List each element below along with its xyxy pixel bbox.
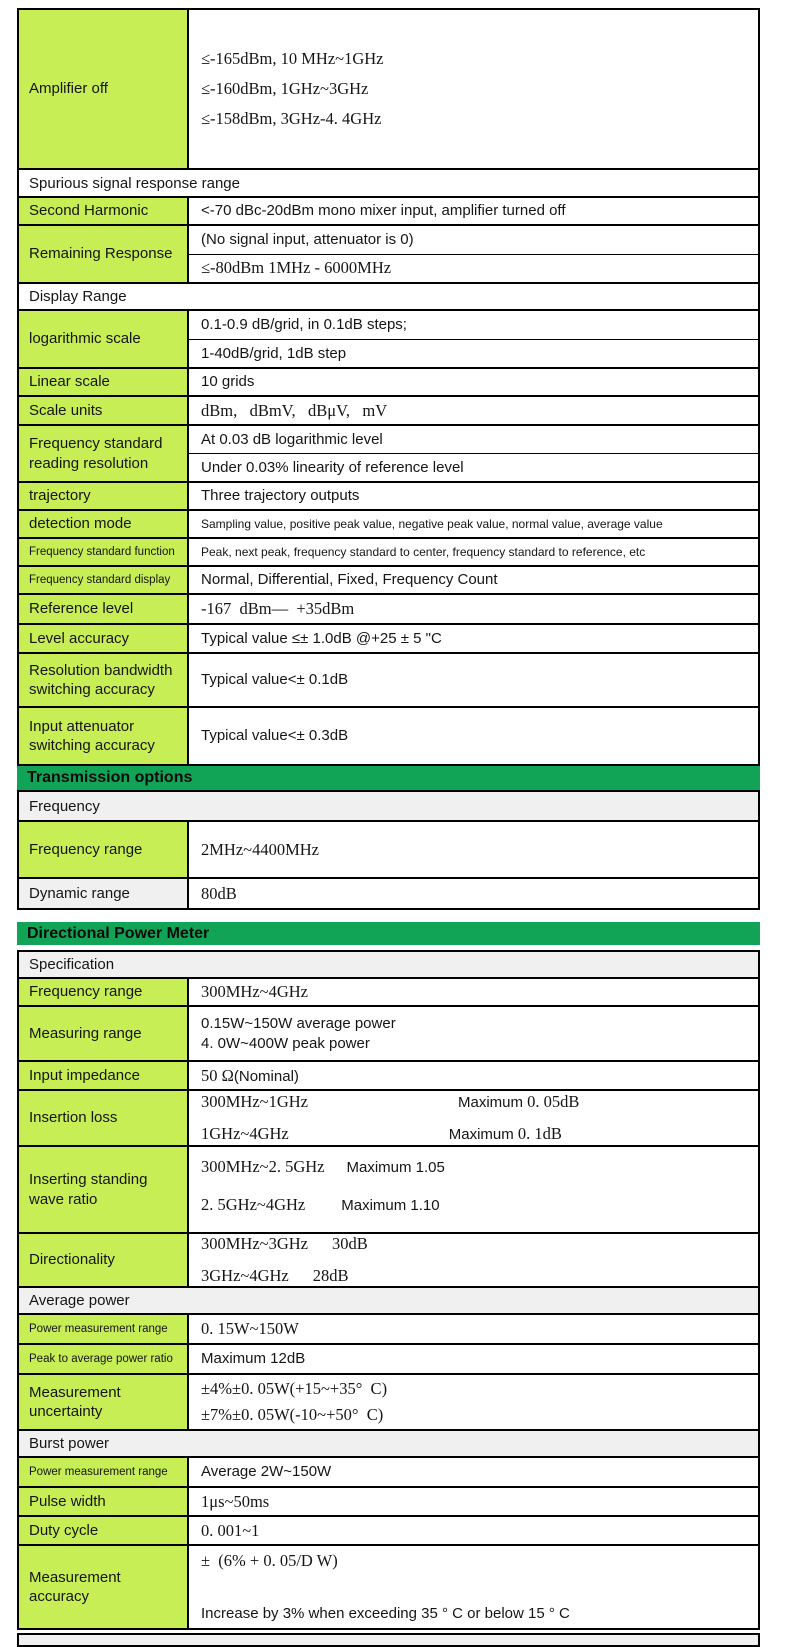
- spec-row: [19, 1546, 758, 1628]
- row-value: [189, 226, 758, 282]
- value-text: 80dB: [201, 883, 237, 903]
- row-subvalue: [189, 255, 758, 283]
- value-text: 300MHz~2. 5GHz: [201, 1157, 325, 1176]
- value-line: [201, 1350, 758, 1368]
- row-value: [189, 483, 758, 509]
- row-value: [189, 595, 758, 623]
- spec-row: [19, 539, 758, 567]
- row-label-text: Pulse width: [29, 1492, 106, 1510]
- row-value: [189, 539, 758, 565]
- value-text: 300MHz~1GHz: [201, 1092, 308, 1111]
- value-line: [201, 1551, 758, 1571]
- row-value: [189, 426, 758, 481]
- value-text: 1GHz~4GHz: [201, 1124, 289, 1143]
- row-label: [19, 1458, 189, 1486]
- value-text: Maximum: [448, 1126, 518, 1143]
- row-label: [19, 397, 189, 424]
- value-line: [201, 1015, 758, 1033]
- spec-row: [19, 397, 758, 426]
- spec-row: [19, 1458, 758, 1488]
- row-value: [189, 397, 758, 424]
- row-label: [19, 1375, 189, 1429]
- section-title: Directional Power Meter: [27, 924, 210, 942]
- spec-row: [19, 226, 758, 284]
- value-text: Peak, next peak, frequency standard to center, frequency standard to reference, etc: [201, 545, 646, 559]
- spec-row: [19, 1375, 758, 1431]
- value-line: [201, 671, 758, 689]
- row-label-text: Scale units: [29, 401, 103, 419]
- value-line: [201, 571, 758, 589]
- row-label: [19, 595, 189, 623]
- row-label-text: Measurement uncertainty: [29, 1383, 121, 1420]
- row-value: [189, 708, 758, 764]
- row-label-text: Frequency standard display: [29, 573, 171, 586]
- value-line: [201, 1266, 758, 1286]
- row-label-text: Remaining Response: [29, 245, 173, 263]
- value-line: [201, 1379, 758, 1399]
- subheader-text: Burst power: [29, 1435, 110, 1452]
- row-value: [189, 369, 758, 395]
- row-label: [19, 226, 189, 282]
- value-line: [201, 1124, 758, 1144]
- value-line: [201, 1234, 758, 1254]
- row-label: [19, 1062, 189, 1089]
- value-text: dBm, dBmV, dBμV, mV: [201, 400, 388, 420]
- spec-row: [19, 1091, 758, 1147]
- row-label-text: Amplifier off: [29, 80, 108, 98]
- value-line: [201, 1157, 758, 1177]
- row-value: [189, 654, 758, 706]
- value-text: 1μs~50ms: [201, 1491, 270, 1511]
- row-label-text: Frequency range: [29, 840, 143, 858]
- spec-row: [19, 1062, 758, 1091]
- section-header: [17, 922, 760, 945]
- spec-row: [19, 1488, 758, 1517]
- value-text: 0. 05dB: [527, 1092, 580, 1111]
- row-value: [189, 1147, 758, 1232]
- value-line: [201, 1066, 758, 1086]
- row-value: [189, 1546, 758, 1628]
- row-label-text: Measuring range: [29, 1024, 142, 1042]
- value-line: [201, 884, 758, 904]
- value-text: Sampling value, positive peak value, negative peak value, normal value, average value: [201, 517, 663, 531]
- spec-row: [19, 708, 758, 764]
- row-subvalue: [189, 226, 758, 255]
- row-value: [189, 1007, 758, 1060]
- value-text: At 0.03 dB logarithmic level: [201, 431, 383, 448]
- value-text: 0.1-0.9 dB/grid, in 0.1dB steps;: [201, 316, 407, 334]
- row-label-text: Duty cycle: [29, 1521, 99, 1539]
- value-line: [201, 1605, 758, 1623]
- row-label: [19, 879, 189, 908]
- value-text: -167 dBm— +35dBm: [201, 599, 355, 618]
- value-text: ≤-165dBm, 10 MHz~1GHz: [201, 49, 384, 68]
- subheader-text: Spurious signal response range: [29, 174, 240, 192]
- spec-sheet-page: [17, 8, 760, 1647]
- subheader-row: [19, 1635, 758, 1645]
- row-value: [189, 1234, 758, 1286]
- row-subvalue: [189, 311, 758, 340]
- row-label: [19, 625, 189, 652]
- row-label-text: Directionality: [29, 1251, 115, 1269]
- value-text: ≤-160dBm, 1GHz~3GHz: [201, 79, 369, 98]
- value-text: 50 Ω: [201, 1065, 234, 1085]
- subheader-row: [19, 284, 758, 311]
- value-text: 300MHz~4GHz: [201, 982, 308, 1001]
- value-text: Under 0.03% linearity of reference level: [201, 459, 464, 476]
- spec-row: [19, 979, 758, 1007]
- row-label: [19, 1147, 189, 1232]
- row-label: [19, 426, 189, 481]
- value-line: [201, 401, 758, 421]
- row-value: [189, 567, 758, 593]
- row-label: [19, 1488, 189, 1515]
- row-subvalue: [189, 454, 758, 481]
- value-line: [201, 727, 758, 745]
- value-line: [201, 1492, 758, 1512]
- value-text: <-70 dBc-20dBm mono mixer input, amplifier turned off: [201, 202, 566, 219]
- subheader-text: Average power: [29, 1292, 130, 1309]
- subheader-row: [19, 792, 758, 822]
- row-value: [189, 1091, 758, 1145]
- value-line: [201, 49, 758, 69]
- row-label-text: Power measurement range: [29, 1465, 168, 1478]
- value-text: 2MHz~4400MHz: [201, 839, 319, 859]
- value-line: [201, 1092, 758, 1112]
- spec-row: [19, 1234, 758, 1288]
- row-label-text: Input impedance: [29, 1066, 140, 1084]
- value-text: 0. 1dB: [517, 1124, 562, 1143]
- row-value: [189, 198, 758, 224]
- row-label: [19, 483, 189, 509]
- spec-row: [19, 369, 758, 397]
- spec-row: [19, 822, 758, 879]
- value-text: 1-40dB/grid, 1dB step: [201, 344, 347, 362]
- spacer: [17, 910, 760, 922]
- row-label: [19, 822, 189, 877]
- row-label: [19, 1345, 189, 1373]
- section-header: [17, 766, 760, 790]
- row-value: [189, 1345, 758, 1373]
- spec-row: [19, 311, 758, 369]
- row-label: [19, 1234, 189, 1286]
- row-label: [19, 1315, 189, 1343]
- value-line: [201, 1319, 758, 1339]
- value-text: 0. 001~1: [201, 1520, 260, 1540]
- row-label-text: Second Harmonic: [29, 202, 149, 220]
- row-value: [189, 10, 758, 168]
- spec-row: [19, 426, 758, 483]
- row-label-text: Frequency standard reading resolution: [29, 435, 163, 472]
- value-text: ≤-158dBm, 3GHz-4. 4GHz: [201, 109, 382, 128]
- value-line: [201, 982, 758, 1002]
- value-text: ≤-80dBm 1MHz - 6000MHz: [201, 258, 392, 278]
- value-text: ±4%±0. 05W(+15~+35° C): [201, 1379, 388, 1398]
- value-line: [201, 373, 758, 391]
- value-line: [201, 1035, 758, 1053]
- row-label-text: Inserting standing wave ratio: [29, 1171, 148, 1208]
- section-title: Transmission options: [27, 769, 193, 786]
- row-label: [19, 198, 189, 224]
- row-value: [189, 311, 758, 367]
- row-label-text: Frequency range: [29, 983, 143, 1001]
- row-value: [189, 822, 758, 877]
- value-line: [201, 109, 758, 129]
- row-subvalue: [189, 426, 758, 454]
- row-value: [189, 511, 758, 537]
- value-line: [201, 630, 758, 648]
- value-text: Normal, Differential, Fixed, Frequency Count: [201, 571, 498, 588]
- value-line: [201, 543, 758, 561]
- value-text: Typical value ≤± 1.0dB @+25 ± 5 "C: [201, 629, 442, 647]
- spec-row: [19, 483, 758, 511]
- value-text: Maximum: [458, 1094, 528, 1111]
- value-text: Maximum 1.10: [341, 1197, 440, 1214]
- value-text: (No signal input, attenuator is 0): [201, 231, 414, 249]
- subheader-row: [19, 1431, 758, 1458]
- row-label: [19, 708, 189, 764]
- spec-row: [19, 879, 758, 908]
- row-label: [19, 1007, 189, 1060]
- value-text: ±7%±0. 05W(-10~+50° C): [201, 1405, 384, 1424]
- value-text: 0. 15W~150W: [201, 1319, 299, 1338]
- row-label-text: Linear scale: [29, 373, 110, 391]
- value-line: [201, 202, 758, 220]
- spec-row: [19, 654, 758, 708]
- value-text: Maximum 12dB: [201, 1350, 306, 1367]
- directional-power-meter-specs: [17, 950, 760, 1630]
- subheader-row: [19, 170, 758, 198]
- spec-row: [19, 1147, 758, 1234]
- spec-row: [19, 567, 758, 595]
- row-label: [19, 369, 189, 395]
- value-text: 10 grids: [201, 373, 255, 390]
- row-label-text: logarithmic scale: [29, 330, 141, 348]
- row-value: [189, 979, 758, 1005]
- spec-row: [19, 1517, 758, 1546]
- value-text: Three trajectory outputs: [201, 487, 360, 504]
- value-text: 0.15W~150W average power: [201, 1014, 396, 1032]
- row-label-text: Measurement accuracy: [29, 1568, 121, 1605]
- row-label: [19, 1091, 189, 1145]
- spec-row: [19, 511, 758, 539]
- value-text: ± (6% + 0. 05/D W): [201, 1551, 338, 1570]
- value-text: 2. 5GHz~4GHz: [201, 1195, 306, 1214]
- row-label-text: Insertion loss: [29, 1109, 118, 1127]
- row-label: [19, 311, 189, 367]
- subheader-row: [19, 952, 758, 979]
- value-line: [201, 1521, 758, 1541]
- row-label: [19, 979, 189, 1005]
- row-value: [189, 879, 758, 908]
- row-label-text: trajectory: [29, 487, 91, 505]
- row-label: [19, 10, 189, 168]
- spectrum-analyzer-specs: [17, 8, 760, 766]
- row-label: [19, 654, 189, 706]
- value-line: [201, 1463, 758, 1481]
- subheader-row: [19, 1288, 758, 1315]
- value-line: [201, 840, 758, 860]
- value-line: [201, 515, 758, 533]
- value-text: Typical value<± 0.1dB: [201, 671, 349, 688]
- spec-row: [19, 595, 758, 625]
- row-label: [19, 567, 189, 593]
- row-value: [189, 1062, 758, 1089]
- value-text: (Nominal): [233, 1067, 299, 1085]
- row-label-text: Dynamic range: [29, 884, 130, 902]
- value-text: Increase by 3% when exceeding 35 ° C or below 15 ° C: [201, 1605, 570, 1622]
- row-label-text: Reference level: [29, 600, 134, 618]
- transmission-options-specs: [17, 790, 760, 910]
- value-line: [201, 1195, 758, 1215]
- row-label-text: detection mode: [29, 515, 132, 533]
- value-line: [201, 1405, 758, 1425]
- value-text: Average 2W~150W: [201, 1463, 332, 1480]
- row-value: [189, 1517, 758, 1544]
- value-text: 300MHz~3GHz: [201, 1234, 308, 1253]
- spec-row: [19, 625, 758, 654]
- row-label: [19, 539, 189, 565]
- row-value: [189, 1315, 758, 1343]
- value-text: 4. 0W~400W peak power: [201, 1034, 370, 1052]
- value-text: Typical value<± 0.3dB: [201, 727, 349, 744]
- row-label-text: Input attenuator switching accuracy: [29, 717, 155, 754]
- value-text: Maximum 1.05: [346, 1159, 445, 1176]
- spec-row: [19, 1007, 758, 1062]
- value-line: [201, 487, 758, 505]
- row-label-text: Power measurement range: [29, 1322, 168, 1335]
- value-text: 28dB: [312, 1266, 349, 1285]
- value-text: 3GHz~4GHz: [201, 1266, 289, 1285]
- row-label-text: Frequency standard function: [29, 545, 175, 558]
- row-value: [189, 625, 758, 652]
- row-value: [189, 1488, 758, 1515]
- row-label: [19, 1517, 189, 1544]
- row-value: [189, 1458, 758, 1486]
- row-subvalue: [189, 340, 758, 368]
- row-label: [19, 511, 189, 537]
- spec-row: [19, 10, 758, 170]
- spec-row: [19, 1315, 758, 1345]
- row-value: [189, 1375, 758, 1429]
- spec-row: [19, 1345, 758, 1375]
- value-line: [201, 79, 758, 99]
- value-line: [201, 599, 758, 619]
- subheader-text: Specification: [29, 956, 115, 973]
- value-text: 30dB: [332, 1234, 368, 1253]
- spec-row: [19, 198, 758, 226]
- row-label-text: Peak to average power ratio: [29, 1352, 173, 1365]
- subheader-text: Display Range: [29, 288, 127, 305]
- row-label: [19, 1546, 189, 1628]
- row-label-text: Level accuracy: [29, 629, 130, 647]
- subheader-text: Frequency: [29, 797, 100, 815]
- next-section-cutoff: [17, 1633, 760, 1647]
- row-label-text: Resolution bandwidth switching accuracy: [29, 661, 173, 698]
